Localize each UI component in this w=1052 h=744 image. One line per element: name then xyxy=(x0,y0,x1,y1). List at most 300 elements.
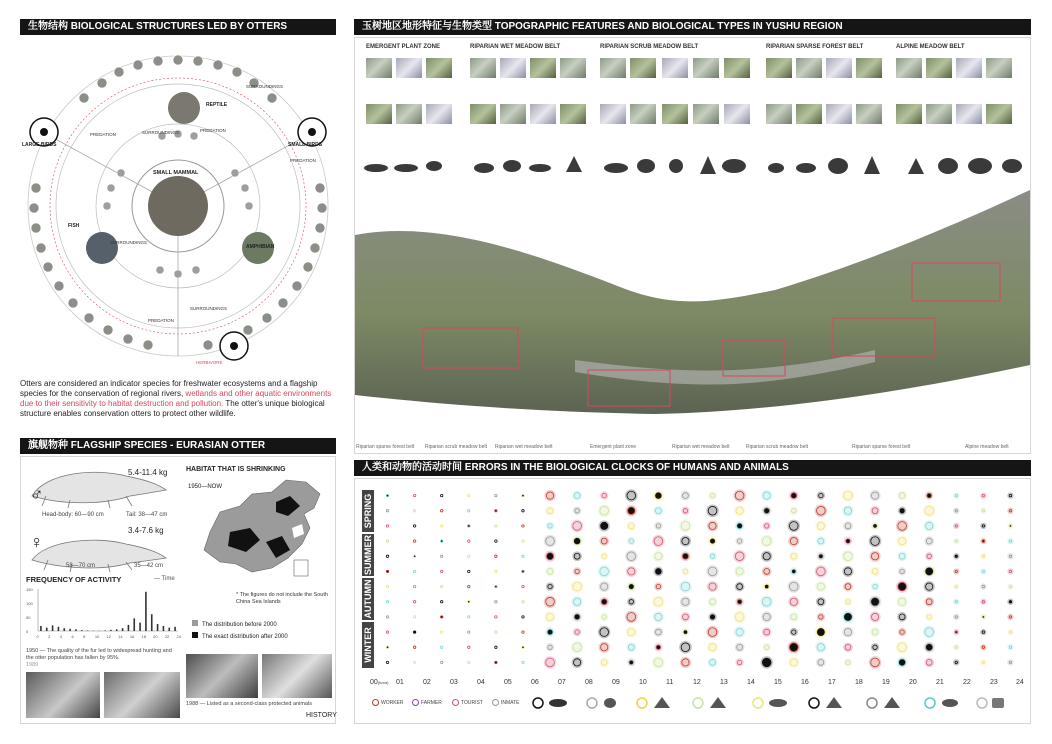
activity-dot xyxy=(386,646,388,648)
activity-dot xyxy=(574,537,581,544)
activity-halo xyxy=(980,508,986,514)
activity-halo xyxy=(897,612,907,622)
activity-dot xyxy=(900,509,904,513)
zone-title-scrub-meadow: RIPARIAN SCRUB MEADOW BELT xyxy=(600,44,699,50)
activity-halo xyxy=(980,629,986,635)
legend-before-label: The distribution before 2000 xyxy=(202,622,277,628)
activity-halo xyxy=(953,599,959,605)
frequency-x-tick: 24 xyxy=(176,634,181,639)
activity-halo xyxy=(1007,568,1013,574)
hour-11: 11 xyxy=(666,679,674,686)
activity-dot xyxy=(1009,601,1011,603)
frequency-bar xyxy=(168,628,170,631)
activity-halo xyxy=(980,644,986,650)
structures-title: 生物结构 BIOLOGICAL STRUCTURES LED BY OTTERS xyxy=(20,19,336,35)
activity-halo xyxy=(763,643,771,651)
activity-dot xyxy=(547,629,553,635)
activity-halo xyxy=(870,506,880,516)
activity-halo xyxy=(681,507,689,515)
activity-dot xyxy=(468,646,470,648)
activity-halo xyxy=(953,538,959,544)
intro-highlight: wetlands and other aquatic environments due to their sensitivity to habitat destruction and pollution. xyxy=(20,389,332,408)
activity-dot xyxy=(495,616,497,618)
activity-halo xyxy=(843,642,853,652)
habitat-note: * The figures do not include the South China Sea Islands xyxy=(236,592,328,605)
activity-dot xyxy=(386,616,388,618)
activity-dot xyxy=(386,661,388,663)
activity-dot xyxy=(628,507,635,514)
activity-dot xyxy=(413,661,415,663)
activity-dot xyxy=(468,585,470,587)
web-herbivore-label: HERBIVORE xyxy=(196,360,223,365)
activity-dot xyxy=(982,616,984,618)
activity-halo xyxy=(572,491,582,501)
activity-halo xyxy=(870,627,880,637)
clock-title: 人类和动物的活动时间 ERRORS IN THE BIOLOGICAL CLOCKS OF HUMANS AND ANIMALS xyxy=(354,460,1031,476)
activity-halo xyxy=(681,491,691,501)
web-relation-4: SURROUNDINGS xyxy=(246,84,284,89)
season-spring xyxy=(362,490,374,532)
activity-dot xyxy=(927,493,931,497)
activity-halo xyxy=(898,628,906,636)
activity-dot xyxy=(386,631,388,633)
activity-dot xyxy=(413,601,415,603)
season-autumn-label: AUTUMN xyxy=(363,579,373,619)
activity-dot xyxy=(791,493,797,499)
activity-halo xyxy=(898,567,906,575)
activity-halo xyxy=(980,492,986,498)
web-center-label: SMALL MAMMAL xyxy=(153,170,199,176)
hour-04: 04 xyxy=(477,679,485,686)
activity-halo xyxy=(1007,629,1013,635)
hour-20: 20 xyxy=(909,679,917,686)
activity-halo xyxy=(897,551,907,561)
activity-halo xyxy=(953,568,959,574)
activity-dot xyxy=(898,582,907,591)
activity-halo xyxy=(924,658,934,668)
activity-dot xyxy=(926,644,933,651)
legend-before-2000 xyxy=(192,619,288,631)
activity-halo xyxy=(871,643,879,651)
activity-dot xyxy=(386,601,388,603)
hour-06: 06 xyxy=(531,679,539,686)
activity-halo xyxy=(980,599,986,605)
activity-halo xyxy=(844,658,852,666)
activity-halo xyxy=(546,643,554,651)
hour-16: 16 xyxy=(801,679,809,686)
activity-halo xyxy=(653,627,663,637)
frequency-y-tick: 150 xyxy=(26,587,33,592)
activity-dot xyxy=(441,661,443,663)
activity-dot xyxy=(629,660,633,664)
legend-farmer-label: FARMER xyxy=(421,699,442,706)
hour-17: 17 xyxy=(828,679,836,686)
activity-dot xyxy=(468,570,470,572)
legend-inmate xyxy=(492,699,520,706)
frequency-bar xyxy=(128,625,130,631)
activity-dot xyxy=(468,540,470,542)
activity-dot xyxy=(413,646,415,648)
activity-halo xyxy=(681,612,691,622)
animal-silhouettes xyxy=(360,150,1026,184)
profile-label-7: Riparian sparse forest belt xyxy=(852,444,911,450)
habitat-legend xyxy=(192,619,288,643)
worker-ring-icon xyxy=(372,699,379,706)
activity-dot xyxy=(522,555,524,557)
activity-dot xyxy=(468,631,470,633)
activity-halo xyxy=(600,491,608,499)
activity-halo xyxy=(789,612,799,622)
legend-tourist xyxy=(452,699,483,706)
activity-halo xyxy=(545,506,555,516)
activity-dot xyxy=(846,539,850,543)
profile-label-1: Riparian sparse forest belt xyxy=(356,444,415,450)
activity-halo xyxy=(953,644,959,650)
activity-dot xyxy=(441,646,443,648)
activity-dot xyxy=(710,538,716,544)
frequency-y-tick: 0 xyxy=(26,629,29,634)
activity-halo xyxy=(816,597,826,607)
activity-dot xyxy=(522,570,524,572)
activity-halo xyxy=(600,552,608,560)
frequency-bar xyxy=(151,614,153,631)
food-web-diagram xyxy=(20,38,336,374)
activity-halo xyxy=(1007,538,1013,544)
activity-dot xyxy=(683,553,689,559)
activity-halo xyxy=(953,614,959,620)
activity-halo xyxy=(897,491,907,501)
activity-halo xyxy=(572,551,582,561)
frequency-x-tick: 12 xyxy=(106,634,111,639)
web-node-amphibian: AMPHIBIAN xyxy=(246,244,275,250)
frequency-x-tick: 14 xyxy=(118,634,123,639)
activity-dot xyxy=(817,628,826,637)
activity-halo xyxy=(626,521,636,531)
hour-14: 14 xyxy=(747,679,755,686)
frequency-chart xyxy=(24,585,184,641)
web-relation-6: SURROUNDINGS xyxy=(110,240,148,245)
hour-21: 21 xyxy=(936,679,944,686)
activity-halo xyxy=(708,658,718,668)
frequency-bar xyxy=(52,625,54,631)
activity-dot xyxy=(468,661,470,663)
activity-dot xyxy=(495,646,497,648)
web-relation-8: SURROUNDINGS xyxy=(190,306,228,311)
activity-dot xyxy=(413,555,415,557)
frequency-bar xyxy=(58,627,60,631)
frequency-bar xyxy=(116,629,118,631)
activity-halo xyxy=(763,522,771,530)
hour-08: 08 xyxy=(585,679,593,686)
activity-dot xyxy=(495,510,497,512)
legend-before-swatch xyxy=(192,620,198,626)
activity-dot xyxy=(386,525,388,527)
activity-halo xyxy=(1007,583,1013,589)
legend-after-swatch xyxy=(192,632,198,638)
activity-dot xyxy=(441,494,443,496)
profile-label-3: Riparian wet meadow belt xyxy=(495,444,553,450)
hour-02: 02 xyxy=(423,679,431,686)
activity-halo xyxy=(762,567,772,577)
hour-07: 07 xyxy=(558,679,566,686)
hour-00 xyxy=(370,679,388,686)
activity-halo xyxy=(816,658,826,668)
frequency-bar xyxy=(87,630,89,631)
frequency-bar xyxy=(145,592,147,631)
history-photo-3 xyxy=(186,654,258,698)
intro-paragraph xyxy=(20,379,334,419)
activity-dot xyxy=(495,631,497,633)
activity-halo xyxy=(599,536,609,546)
activity-dot xyxy=(955,631,957,633)
activity-dot xyxy=(844,613,853,622)
activity-dot xyxy=(522,585,524,587)
activity-halo xyxy=(925,613,933,621)
activity-dot xyxy=(468,494,470,496)
activity-halo xyxy=(681,567,689,575)
activity-halo xyxy=(980,583,986,589)
web-node-fish: FISH xyxy=(68,223,80,229)
activity-halo xyxy=(953,523,959,529)
activity-halo xyxy=(1007,614,1013,620)
activity-dot xyxy=(655,492,662,499)
activity-dot xyxy=(546,553,553,560)
frequency-title: FREQUENCY OF ACTIVITY xyxy=(26,575,122,584)
activity-dot xyxy=(468,601,470,603)
activity-dot xyxy=(574,614,580,620)
hour-13: 13 xyxy=(720,679,728,686)
activity-dot xyxy=(413,585,415,587)
hour-10: 10 xyxy=(639,679,647,686)
hour-23: 23 xyxy=(990,679,998,686)
female-tail: 35—42 cm xyxy=(134,563,164,569)
activity-halo xyxy=(980,568,986,574)
hour-00-value: 00 xyxy=(370,679,378,686)
activity-halo xyxy=(627,537,635,545)
frequency-bar xyxy=(174,627,176,631)
activity-halo xyxy=(600,613,608,621)
activity-dot xyxy=(468,525,470,527)
activity-halo xyxy=(653,506,663,516)
frequency-x-tick: 0 xyxy=(36,634,39,639)
activity-dot xyxy=(522,494,524,496)
activity-dot xyxy=(386,585,388,587)
activity-halo xyxy=(546,522,554,530)
reptile-photo xyxy=(168,92,200,124)
frequency-bar xyxy=(139,623,141,631)
topo-title: 玉树地区地形特征与生物类型 TOPOGRAPHIC FEATURES AND BIOLOGICAL TYPES IN YUSHU REGION xyxy=(354,19,1031,35)
frequency-bar xyxy=(75,629,77,631)
activity-halo xyxy=(953,492,959,498)
frequency-x-tick: 6 xyxy=(71,634,74,639)
female-head-body: 58—70 cm xyxy=(66,563,96,569)
activity-dot xyxy=(495,525,497,527)
activity-dot xyxy=(495,494,497,496)
activity-halo xyxy=(735,642,745,652)
activity-dot xyxy=(441,631,443,633)
history-1950: 1950 — The quality of the fur led to widespread hunting and the otter population has fallen by 95%. xyxy=(26,648,172,661)
hour-05: 05 xyxy=(504,679,512,686)
activity-halo xyxy=(599,658,609,668)
activity-dot xyxy=(413,525,415,527)
season-autumn xyxy=(362,578,374,620)
activity-dot xyxy=(655,569,661,575)
intro-part-1: Otters are considered an indicator species for freshwater ecosystems and a flagship species for the conservation of regional rivers, xyxy=(20,379,318,398)
activity-dot xyxy=(765,584,769,588)
activity-halo xyxy=(1007,659,1013,665)
activity-halo xyxy=(924,536,934,546)
frequency-y-tick: 50 xyxy=(26,615,31,620)
activity-dot xyxy=(819,554,823,558)
activity-dot xyxy=(737,600,741,604)
frequency-bar xyxy=(110,630,112,631)
activity-halo xyxy=(843,582,853,592)
frequency-x-tick: 16 xyxy=(129,634,135,639)
small-mammal-photo xyxy=(148,176,208,236)
legend-tourist-label: TOURIST xyxy=(461,699,483,706)
activity-dot xyxy=(441,570,443,572)
frequency-x-tick: 10 xyxy=(94,634,100,639)
profile-label-8: Alpine meadow belt xyxy=(965,444,1009,450)
legend-worker xyxy=(372,699,404,706)
activity-dot xyxy=(522,646,524,648)
activity-dot xyxy=(522,525,524,527)
frequency-bar xyxy=(157,624,159,631)
web-node-small-birds: SMALL BIRDS xyxy=(288,142,323,148)
activity-halo xyxy=(708,491,716,499)
activity-dot xyxy=(495,555,497,557)
activity-dot xyxy=(468,555,470,557)
flagship-title: 旗舰物种 FLAGSHIP SPECIES - EURASIAN OTTER xyxy=(20,438,336,454)
hour-24: 24 xyxy=(1016,679,1024,686)
activity-halo xyxy=(817,491,825,499)
activity-halo xyxy=(924,597,934,607)
activity-dot xyxy=(386,555,388,557)
frequency-bar xyxy=(122,628,124,631)
animal-legend-icons xyxy=(530,694,1010,712)
frequency-bar xyxy=(133,618,135,631)
activity-halo xyxy=(790,628,798,636)
frequency-bar xyxy=(81,630,83,631)
activity-halo xyxy=(762,627,772,637)
activity-dot xyxy=(710,615,714,619)
hour-12: 12 xyxy=(693,679,701,686)
activity-halo xyxy=(735,658,743,666)
activity-dot xyxy=(495,585,497,587)
activity-dot xyxy=(386,494,388,496)
zone-title-wet-meadow: RIPARIAN WET MEADOW BELT xyxy=(470,44,561,50)
history-1989: 1989 xyxy=(26,662,39,668)
activity-halo xyxy=(573,507,581,515)
activity-halo xyxy=(708,597,718,607)
history-1988: 1988 — Listed as a second-class protected animals xyxy=(186,701,312,707)
activity-halo xyxy=(573,567,581,575)
season-winter-label: WINTER xyxy=(363,627,373,663)
frequency-x-tick: 8 xyxy=(83,634,86,639)
activity-dot xyxy=(413,540,415,542)
activity-halo xyxy=(626,642,636,652)
activity-dot xyxy=(522,510,524,512)
legend-after-label: The exact distribution after 2000 xyxy=(202,634,288,640)
activity-halo xyxy=(654,522,662,530)
activity-dot xyxy=(789,643,798,652)
activity-dot xyxy=(982,540,984,542)
activity-dot xyxy=(925,567,934,576)
activity-dot xyxy=(495,601,497,603)
frequency-x-tick: 2 xyxy=(48,634,51,639)
activity-dot xyxy=(495,540,497,542)
web-relation-7: PREDATION xyxy=(148,318,174,323)
activity-dot xyxy=(762,658,771,667)
profile-label-5: Riparian wet meadow belt xyxy=(672,444,730,450)
activity-dot xyxy=(522,631,524,633)
fish-photo xyxy=(86,232,118,264)
activity-dot xyxy=(441,616,443,618)
frequency-x-tick: 18 xyxy=(141,634,146,639)
history-photo-4 xyxy=(262,654,332,698)
habitat-title: HABITAT THAT IS SHRINKING xyxy=(186,466,286,473)
profile-label-4: Emergent plant zone xyxy=(590,444,637,450)
activity-dot xyxy=(468,510,470,512)
profile-label-6: Riparian scrub meadow belt xyxy=(746,444,808,450)
season-summer xyxy=(362,534,374,576)
frequency-y-tick: 100 xyxy=(26,601,33,606)
activity-halo xyxy=(980,523,986,529)
inmate-ring-icon xyxy=(492,699,499,706)
tourist-ring-icon xyxy=(452,699,459,706)
web-relation-2: SURROUNDINGS xyxy=(142,130,180,135)
activity-dot xyxy=(522,661,524,663)
activity-dot xyxy=(386,540,388,542)
hour-19: 19 xyxy=(882,679,890,686)
male-weight: 5.4-11.4 kg xyxy=(128,468,168,477)
activity-halo xyxy=(708,552,716,560)
activity-dot xyxy=(764,508,770,514)
frequency-legend: — Time xyxy=(154,576,175,582)
activity-dot xyxy=(792,569,796,573)
season-spring-label: SPRING xyxy=(363,493,373,529)
activity-halo xyxy=(953,659,959,665)
activity-dot xyxy=(601,522,608,529)
activity-dot xyxy=(899,659,906,666)
activity-dot xyxy=(955,555,957,557)
zone-title-emergent: EMERGENT PLANT ZONE xyxy=(366,44,441,50)
male-head-body: Head-body: 60—90 cm xyxy=(42,512,104,518)
legend-after-2000 xyxy=(192,631,288,643)
history-label: HISTORY xyxy=(306,712,337,719)
activity-halo xyxy=(925,552,933,560)
activity-halo xyxy=(789,551,799,561)
activity-dot xyxy=(1009,525,1011,527)
landscape-section xyxy=(355,190,1030,430)
legend-inmate-label: INMATE xyxy=(501,699,520,706)
activity-halo xyxy=(953,508,959,514)
activity-halo xyxy=(844,598,852,606)
frequency-bar xyxy=(104,630,106,631)
legend-farmer xyxy=(412,699,442,706)
hour-22: 22 xyxy=(963,679,971,686)
activity-halo xyxy=(980,659,986,665)
history-photo-1 xyxy=(26,672,100,718)
hour-unit: (hour) xyxy=(377,680,389,685)
activity-dot xyxy=(683,630,687,634)
activity-dot xyxy=(628,584,634,590)
activity-halo xyxy=(654,582,662,590)
activity-halo xyxy=(627,598,635,606)
activity-dot xyxy=(441,555,443,557)
activity-halo xyxy=(980,553,986,559)
male-symbol: ♂ xyxy=(30,484,44,504)
